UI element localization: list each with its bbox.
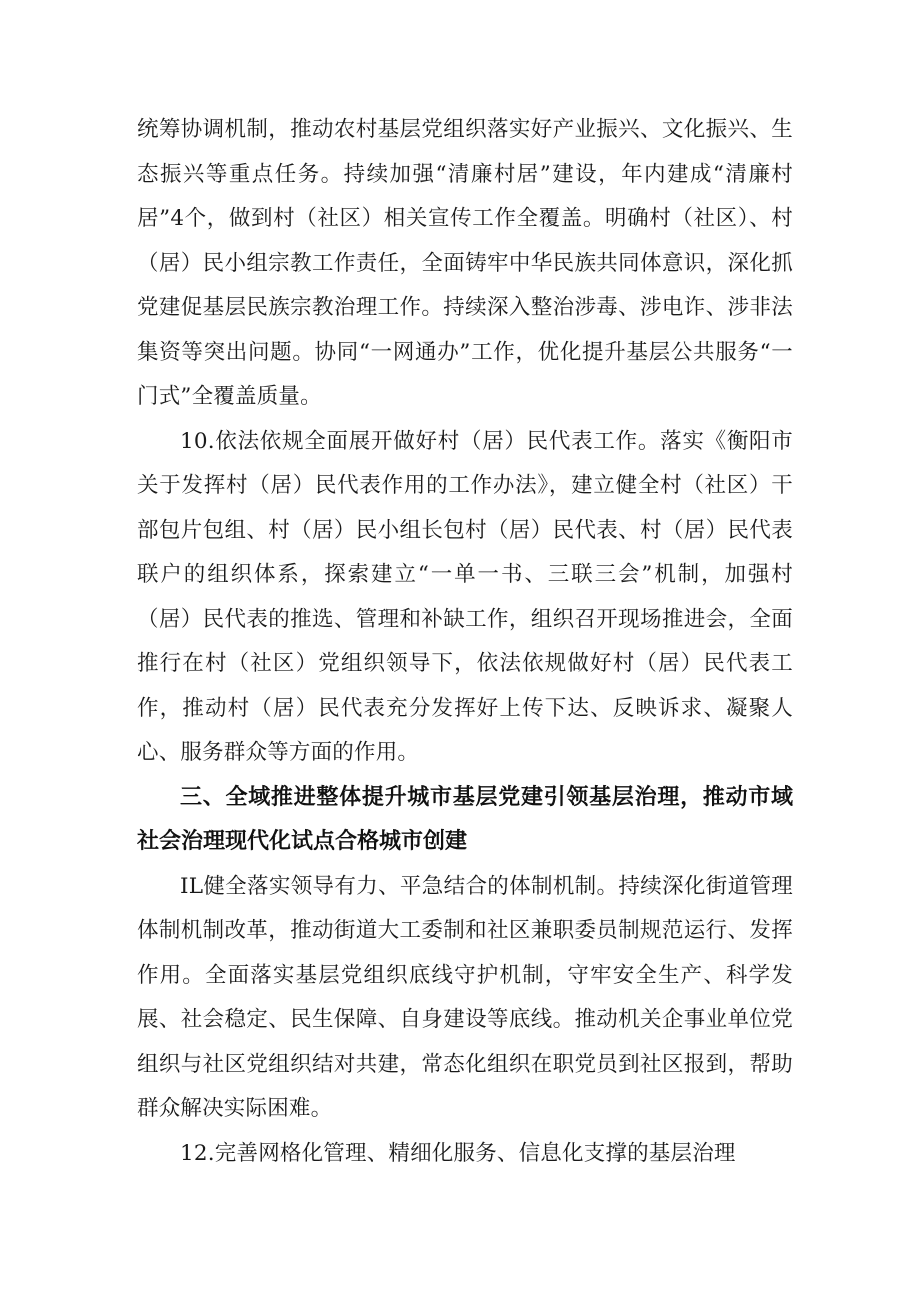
paragraph-item-11: IL健全落实领导有力、平急结合的体制机制。持续深化街道管理体制机制改革，推动街道大工委制和社区兼职委员制规范运行、发挥作用。全面落实基层党组织底线守护机制，守牢安全生产、科学发展、社会稳定、民生保障、自身建设等底线。推动机关企事业单位党组织与社区党组织结对共建，常态化组织在职党员到社区报到，帮助群众解决实际困难。 (137, 873, 793, 1121)
section-heading-3: 三、全域推进整体提升城市基层党建引领基层治理，推动市域社会治理现代化试点合格城市创建 (137, 784, 793, 854)
paragraph-item-12: 12.完善网格化管理、精细化服务、信息化支撑的基层治理 (180, 1140, 736, 1166)
document-body (137, 108, 793, 1176)
paragraph-item-10: 10.依法依规全面展开做好村（居）民代表工作。落实《衡阳市关于发挥村（居）民代表作用的工作办法》，建立健全村（社区）干部包片包组、村（居）民小组长包村（居）民代表、村（居）民代表联户的组织体系，探索建立“一单一书、三联三会”机制，加强村（居）民代表的推选、管理和补缺工作，组织召开现场推进会，全面推行在村（社区）党组织领导下，依法依规做好村（居）民代表工作，推动村（居）民代表充分发挥好上传下达、反映诉求、凝聚人心、服务群众等方面的作用。 (137, 428, 793, 765)
paragraph-continuation: 统筹协调机制，推动农村基层党组织落实好产业振兴、文化振兴、生态振兴等重点任务。持续加强“清廉村居”建设，年内建成“清廉村居”4个，做到村（社区）相关宣传工作全覆盖。明确村（社区）、村（居）民小组宗教工作责任，全面铸牢中华民族共同体意识，深化抓党建促基层民族宗教治理工作。持续深入整治涉毒、涉电诈、涉非法集资等突出问题。协同“一网通办”工作，优化提升基层公共服务“一门式”全覆盖质量。 (137, 117, 793, 409)
